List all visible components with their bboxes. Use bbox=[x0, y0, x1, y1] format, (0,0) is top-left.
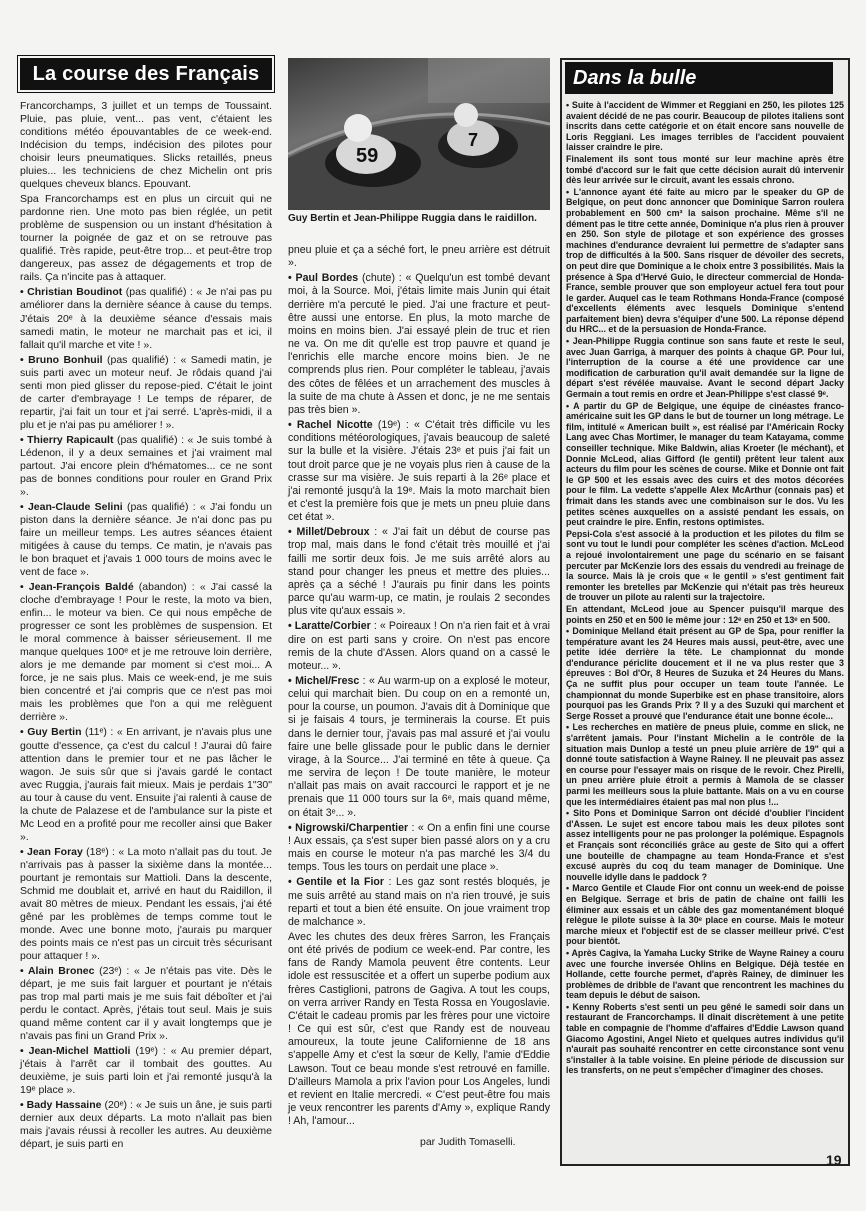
rider-statement: Les gaz sont restés bloqués, je me suis arrêté au stand mais on n'a rien trouvé, je suis reparti et tout a bien été ensuite. On joue vraiment trop de malchance ». bbox=[288, 876, 551, 928]
rider-status: (pas qualifié) : bbox=[122, 500, 200, 513]
sidebar-title: Dans la bulle bbox=[565, 62, 833, 94]
rider-name: • Guy Bertin bbox=[20, 726, 82, 739]
intro-paragraph: Francorchamps, 3 juillet et un temps de Toussaint. Pluie, pas pluie, vent... pas vent, c'étaient les conditions météo épouvantables de ce week-end. Indécision du temps, indécision des pilotes pour choisir leurs pneumatiques. Slicks retaillés, pneus pluies... les techniciens de chez Michelin ont pris quelques cheveux blancs. Epouvant. bbox=[20, 100, 272, 191]
rider-status: (23ᵉ) : bbox=[94, 965, 134, 978]
article-column-1 bbox=[20, 100, 272, 1153]
background-crowd bbox=[428, 58, 550, 103]
rider-name: • Jean-Michel Mattioli bbox=[20, 1045, 131, 1058]
rider-name: • Nigrowski/Charpentier bbox=[288, 821, 409, 834]
rider-name: • Michel/Fresc bbox=[288, 675, 360, 687]
sidebar-item: • L'annonce ayant été faite au micro par le speaker du GP de Belgique, on peut donc annoncer que Dominique Sarron roulera probablement en 500 cm³ la saison prochaine. Même s'il ne dément pas le titre cette année, Dominique n'a plus rien à prouver en 250. Son style de pilotage et son expérience des grosses machines d'endurance devraient lui permettre de s'adapter sans trop de difficultés à la 500. Sans risquer de dévoiler des secrets, on peut dire que Dominique a le choix entre 3 possibilités. Mais la présence à Spa d'Hervé Guio, le directeur commercial de Honda-France, semble prouver que son employeur actuel fera tout pour le garder. Auquel cas le team Rothmans Honda-France (composé d'excellents éléments avec lesquels Dominique s'entend parfaitement bien) devra s'équiper d'une 500. La réponse dépend du HRC... et de la persuasion de Honda-France. bbox=[566, 186, 844, 335]
photo-caption: Guy Bertin et Jean-Philippe Ruggia dans le raidillon. bbox=[288, 213, 537, 224]
rider-name: • Christian Boudinot bbox=[20, 286, 123, 299]
sidebar-item: • Après Cagiva, la Yamaha Lucky Strike de Wayne Rainey a couru avec une fourche inversée Ohlins en Belgique. Déjà testée en Hollande, cette fourche permet, d'après Rainey, de diminuer les problèmes de dribble de l'avant que rencontrent les machines du team depuis le début de saison. bbox=[566, 947, 844, 1001]
rider-statement: « J'ai fait un début de course pas trop mal, mais dans le fond c'était très mouillé et j'ai failli me sortir deux fois. Je me suis arrêté alors au stand pour changer les pneus et mettre des pluies... après ça a séché ! J'aurais pu finir dans les points parce qu'au warm-up, ce matin, je roulais 2 secondes plus vite qu'aux essais ». bbox=[288, 526, 550, 618]
sidebar-column bbox=[566, 100, 844, 1077]
rider-status: (pas qualifié) : bbox=[122, 286, 197, 299]
rider-quote bbox=[20, 1099, 272, 1151]
rider-name: • Jean-Claude Selini bbox=[20, 500, 123, 513]
rider-name: • Alain Bronec bbox=[20, 965, 95, 978]
sidebar-item: • Marco Gentile et Claude Fior ont connu un week-end de poisse en Belgique. Serrage et bris de patin de chaîne ont failli les éliminer aux essais et un câble des gaz momentanément bloqué relègue le pilote suisse à la 30ᵉ place en course. Mais le moteur marche mieux et l'objectif est de se classer meilleur privé. C'est pour bientôt. bbox=[566, 883, 844, 947]
rider-status: : bbox=[359, 675, 370, 687]
rider-statement: « Je n'étais pas vite. Dès le départ, je me suis fait larguer et pourtant je n'étais pas trop mal parti mais je me suis fait déboîter et j'ai perdu le contact. Après, j'étais tout seul. Mais je suis quand même content car il y avait longtemps que je n'avais pas fini un Grand Prix ». bbox=[20, 965, 273, 1043]
rider-name: • Thierry Rapicault bbox=[20, 433, 114, 446]
rider-status: : bbox=[384, 876, 397, 889]
rider-statement: « Samedi matin, je suis parti avec un moteur neuf. Je rôdais quand j'ai senti mon pied glisser du repose-pied. C'était le joint de carter d'embrayage ! Le temps de réparer, de repartir, j'ai fait un tour et j'ai serré. L'après-midi, il a plu et je n'ai pas pu améliorer ! ». bbox=[20, 353, 272, 431]
rider-name: • Millet/Debroux bbox=[288, 526, 370, 539]
rider-statement: « J'ai fondu un piston dans la dernière séance. Je n'ai donc pas pu faire un meilleur temps. Les autres séances étaient mitigées à cause du temps. Ce matin, je n'avais pas le bon braquet et j'avais 1 000 tours de moins avec le vent de face ». bbox=[20, 500, 272, 579]
rider-quote bbox=[288, 526, 550, 618]
bike-2-number: 7 bbox=[468, 130, 479, 150]
rider-status: (18ᵉ) : bbox=[82, 845, 119, 858]
rider-quote bbox=[288, 675, 550, 820]
author-byline: par Judith Tomaselli. bbox=[420, 1136, 516, 1148]
rider-statement: « Au premier départ, j'étais à l'arrêt car il tombait des gouttes. Au deuxième, je suis parti loin et j'ai remonté jusqu'à la 19ᵉ place ». bbox=[20, 1045, 272, 1097]
sidebar-item: • Sito Pons et Dominique Sarron ont décidé d'oublier l'incident d'Assen. Le sujet est encore tabou mais les deux pilotes sont assez intelligents pour ne pas prolonger la polémique. Espagnols et Français sont réconciliés grâce au geste de Sito qui a offert une bouteille de champagne au team Honda-France et s'est excusé auprès du coq du team manager de Dominique. Une nouvelle idylle dans le paddock ? bbox=[566, 808, 844, 882]
sidebar-item: Finalement ils sont tous monté sur leur machine après être tombé d'accord sur le fait que cette décision aurait dû intervenir dès leur arrivée sur le circuit, avant les essais chrono. bbox=[566, 153, 844, 186]
rider-statement: « Au warm-up on a explosé le moteur, celui qui marchait bien. Du coup on en a remonté un, pour la course, un poumon. J'avais dit à Dominique que si je faisais 4 tours, je terminerais la course. Et puis dans le dernier tour, j'avais pas mal assuré et j'ai voulu faire une belle glissade pour le public dans le dernier virage, à la Source... J'ai terminé en tête à queue. Ça me servira de leçon ! De toute manière, le moteur n'allait pas mais on avait raccourci le rapport et je ne prenais que 11 000 tours sur la 6ᵉ, mais quand même, on était 3ᵉ... ». bbox=[288, 675, 550, 819]
rider-name: • Bady Hassaine bbox=[20, 1099, 102, 1112]
conclusion-paragraph: Avec les chutes des deux frères Sarron, les Français ont été privés de podium ce week-end. Par contre, les fans de Randy Mamola peuvent être contents. Leur idole est ressuscitée et a offert un superbe podium aux frères Castiglioni, patrons de Gagiva. A tout les coups, on verra arriver Randy en Testa Rossa en Yougoslavie. C'était le cadeau promis par les frères pour une victoire ! Ce qui est sûr, c'est que Randy est de nouveau amoureux, la toute jeune Californienne de 18 ans s'appelle Amy et c'est la sœur de Kelly, l'amie d'Eddie Lawson. Tout ce beau monde s'est retrouvé en famille. D'ailleurs Mamola a prix l'avion pour Los Angeles, lundi et revient en Italie mercredi. « C'est peut-être fou mais je veux rencontrer les parents d'Amy », explique Randy ! Ah, l'amour... bbox=[288, 930, 550, 1128]
rider-statement: « Poireaux ! On n'a rien fait et à vrai dire on est parti sans y croire. On n'est pas encore remis de la chute d'Assen. Alors quand on a cassé le moteur... ». bbox=[288, 620, 551, 672]
rider-name: • Bruno Bonhuil bbox=[20, 353, 103, 366]
rider-name: • Jean Foray bbox=[20, 845, 83, 858]
rider-quote bbox=[288, 419, 550, 524]
sidebar-item: • Suite à l'accident de Wimmer et Reggiani en 250, les pilotes 125 avaient décidé de ne pas courir. Beaucoup de pilotes italiens sont inscrits dans cette catégorie et on était encore sans nouvelle de Loris Reggiani. Les images terribles de l'accident pouvaient laisser craindre le pire. bbox=[566, 100, 844, 153]
rider-statement: « J'ai cassé la cloche d'embrayage ! Pour le reste, la moto va bien, enfin... le moteur va bien. Ce qui nous empêche de progresser ce sont les problèmes de suspension. Et le moral commence à baisser sérieusement. Il me manque quelques 100ᵉ et je me retrouve loin derrière, alors je me demande par moment si c'est moi... A force, je ne sais plus. Mais ce week-end, je me suis bien concentré et j'ai compris que ce n'est pas moi mais les problèmes que l'on a qui me relèguent derrière ». bbox=[20, 581, 273, 724]
sidebar-item: • Les recherches en matière de pneus pluie, comme en slick, ne s'arrêtent jamais. Pour l'instant Michelin a le contrôle de la situation mais Dunlop a testé un pneu pluie arrière de 19" qui a donné toute satisfaction à Wayne Rainey. Il ne pleuvait pas assez en course pour l'essayer mais on risque de le revoir. Chez Pirelli, un pneu arrière pluie étroit a permis à Mamola de se classer parmi les meilleurs sous la pluie battante. Mais on a vu en course que les intermédiaires étaient pas mal non plus !... bbox=[566, 722, 844, 807]
rider-status: (19ᵉ) : bbox=[130, 1045, 171, 1058]
page-number: 19 bbox=[826, 1152, 842, 1168]
intro-paragraph: Spa Francorchamps est en plus un circuit qui ne pardonne rien. Une moto pas bien réglée, un petit problème de suspension ou un instant d'hésitation à tourner la poignée de gaz et on se retrouve pas qualifié. Très rapide, peut-être trop... et peut-être trop dangereux, pas assez de dégagements et trop de rails. Ça n'incite pas à attaquer. bbox=[20, 193, 272, 284]
rider-status: (20ᵉ) : bbox=[101, 1099, 136, 1112]
rider-status: (abandon) : bbox=[133, 581, 200, 594]
rider-name: • Gentile et la Fior bbox=[288, 876, 385, 889]
rider-status: (11ᵉ) : bbox=[81, 726, 117, 739]
rider-quote bbox=[288, 822, 550, 875]
rider-statement: « C'était très difficile vu les conditions météorologiques, j'avais beaucoup de saleté sur la bulle et la visière. J'étais 23ᵉ et puis j'ai fait un tout droit parce que je ne voyais plus rien à cause de la crasse sur ma visière. Je suis reparti à la 26ᵉ place et j'ai remonté jusqu'à la 19ᵉ. Mais la moto marchait bien et c'est la première fois que je mets un pneu pluie dans cet état ». bbox=[288, 419, 550, 524]
rider-statement: « Je suis un âne, je suis parti dernier aux deux départs. La moto n'allait pas bien mais j'avais réussi à recoller les autres. Au deuxième départ, je suis parti en bbox=[20, 1099, 272, 1151]
sidebar-item: • A partir du GP de Belgique, une équipe de cinéastes franco-américaine suit les GP dans le but de tourner un long métrage. Le film, intitulé « American built », est réalisé par l'Américain Rocky Lang avec Chas Mortimer, le manager du team Katayama, comme conseiller technique. Mike Baldwin, alias Kroeter (le méchant), et Donnie McLeod, alias Gifford (le gentil) prêtent leur talent aux acteurs du film pour les scènes de course. Mike et Donnie ont fait le GP 500 et les essais avec des cuirs et des motos décorées pour le film. La vedette s'appelle Alex McArthur (connais pas) et frimait dans les stands avec une combinaison sur le dos. Vu les petites scènes auxquelles on a assisté pendant les essais, on peut craindre le pire. Enfin, restons optimistes. bbox=[566, 400, 844, 528]
continued-text: pneu pluie et ça a séché fort, le pneu arrière est détruit ». bbox=[288, 244, 550, 270]
rider-statement: « Je n'ai pas pu améliorer dans la dernière séance à cause du temps. J'étais 20ᵉ à la deuxième séance d'essais mais samedi matin, le moteur ne marchait pas et ici, il fallait qu'il marche et vite ! ». bbox=[20, 286, 272, 351]
rider-status: : bbox=[369, 526, 382, 539]
sidebar-item: • Kenny Roberts s'est senti un peu gêné le samedi soir dans un restaurant de Francorchamps. Il dînait discrètement à une petite table en compagnie de l'homme d'affaires d'Eddie Lawson quand Giacomo Agostini, Angel Nieto et quelques autres individus qu'il n'aurait pas souhaité rencontrer en cette circonstance sont venu s'installer à la table voisine. En pleine période de discussion sur les transferts, on ne peut s'empêcher d'imaginer des choses. bbox=[566, 1001, 844, 1076]
rider-status: (19ᵉ) : bbox=[372, 419, 414, 432]
rider-quote bbox=[288, 876, 550, 929]
article-column-2 bbox=[288, 244, 550, 1130]
rider-quote bbox=[288, 620, 550, 673]
sidebar-item: Pepsi-Cola s'est associé à la production et les pilotes du film se sont vu tout le lundi pour compléter les scènes d'action. McLeod a rejoué involontairement une page du scénario en se faisant percuter par McKenzie lors des essais du vendredi au freinage de la source. Mais là je crois que « le gentil » s'est gentiment fait remonter les bretelles par McKenzie qui n'était pas très heureux de trouver un pilote au ralenti sur la trajectoire. bbox=[566, 528, 844, 603]
rider-status: : bbox=[370, 620, 380, 633]
rider-quote bbox=[20, 434, 272, 499]
rider-quote bbox=[288, 272, 550, 417]
rider-status: (pas qualifié) : bbox=[102, 353, 181, 366]
rider-status: (chute) : bbox=[358, 272, 406, 285]
rider-quote bbox=[20, 726, 272, 843]
rider-name: • Rachel Nicotte bbox=[288, 419, 373, 432]
sidebar-item: En attendant, McLeod joue au Spencer puisqu'il marque des points en 250 et en 500 le même jour : 12ᵉ en 250 et 13ᵉ en 500. bbox=[566, 603, 844, 625]
rider-quote bbox=[20, 965, 272, 1043]
rider-quote bbox=[20, 286, 272, 351]
rider-quote bbox=[20, 581, 272, 724]
sidebar-item: • Dominique Melland était présent au GP de Spa, pour renifler la température avant les 24 Heures mais aussi, peut-être, avec une petite idée derrière la tête. Le championnat du monde d'endurance périclite doucement et il ne va plus rester que 3 épreuves : Bol d'Or, 8 Heures de Suzuka et 24 Heures du Mans. Ça ne suffit plus pour occuper un team toute l'année. Le championnat du monde Superbike est en phase transitoire, alors pourquoi pas les Grands Prix ? Il y a des Suzuki qui marchent et Serge Rosset a prouvé que l'endurance était une bonne école... bbox=[566, 626, 844, 721]
sidebar-item: • Jean-Philippe Ruggia continue son sans faute et reste le seul, avec Juan Garriga, à marquer des points à chaque GP. Pour lui, l'interruption de la course a été une providence car une modification de carburation qu'il avait demandée sur la ligne de départ s'est révélée mauvaise. Avant le second départ Jacky Germain a tout remis en ordre et Jean-Philippe s'est classé 9ᵉ. bbox=[566, 336, 844, 400]
rider-status: (pas qualifié) : bbox=[113, 433, 188, 446]
article-title: La course des Français bbox=[20, 58, 272, 90]
rider-quote bbox=[20, 354, 272, 432]
race-photo bbox=[288, 58, 550, 210]
motorcycles-illustration bbox=[288, 58, 550, 210]
rider-quote bbox=[20, 501, 272, 579]
bike-1-number: 59 bbox=[356, 145, 379, 167]
rider-statement: « La moto n'allait pas du tout. Je n'arrivais pas à passer la sixième dans la montée... pourtant je remontais sur Mattioli. Dans la descente, Schmid me doublait et, arrivé en haut du Raidillon, il avait 80 mètres de mieux. Pendant les essais, j'ai été gêné par les problèmes de temps comme tout le monde. Avec une bonne moto, j'aurais pu marquer des points mais ce n'est pas un circuit très sécurisant pour attaquer ! ». bbox=[20, 845, 272, 962]
rider-statement: « En arrivant, je n'avais plus une goutte d'essence, ça c'est du calcul ! J'aurai dû faire attention dans le premier tour et ne pas lâcher le wagon. Je suis sûr que si j'avais gardé le contact avec Ruggia, j'aurais fait mieux. Mais je perdais 1"30" au tour à cause du vent. Ensuite j'ai ralenti à cause de la chute de Palazese et de l'ambulance sur la piste et Mc Leod en a profité pour me recoller ainsi que Baker ». bbox=[20, 726, 272, 843]
rider-quote bbox=[20, 846, 272, 963]
rider-status: : bbox=[408, 821, 418, 834]
rider-name: • Paul Bordes bbox=[288, 272, 359, 285]
rider-statement: « Je suis tombé à Lédenon, il y a deux semaines et j'ai vraiment mal partout. J'ai encore plein d'hématomes... ce ne sont pas de bonnes conditions pour rouler en Grand Prix ». bbox=[20, 433, 272, 498]
rider-name: • Laratte/Corbier bbox=[288, 620, 371, 633]
rider-statement: « Quelqu'un est tombé devant moi, à la Source. Moi, j'étais limite mais Junin qui était derrière m'a percuté le pied. J'ai une fracture et peut-être aussi une entorse. En plus, la moto marche de moins en moins bien. J'ai essayé plein de truc et rien ne va. On me dit qu'elle est trop pauvre et quand je l'enrichis elle marche encore moins bien. Je ne comprends plus rien. Pour compléter le tableau, j'avais des côtes de fêlées et un arrachement des muscles à la suite de ma chute à Assen et donc, je ne me sentais pas très bien ». bbox=[288, 272, 551, 416]
rider-quote bbox=[20, 1045, 272, 1097]
rider-statement: « On a enfin fini une course ! Aux essais, ça s'est super bien passé alors on y a cru mais en course le moteur n'a pas marché les 3/4 du temps. Tous les tours on perdait une place ». bbox=[288, 821, 550, 874]
rider-name: • Jean-François Baldé bbox=[20, 581, 134, 594]
